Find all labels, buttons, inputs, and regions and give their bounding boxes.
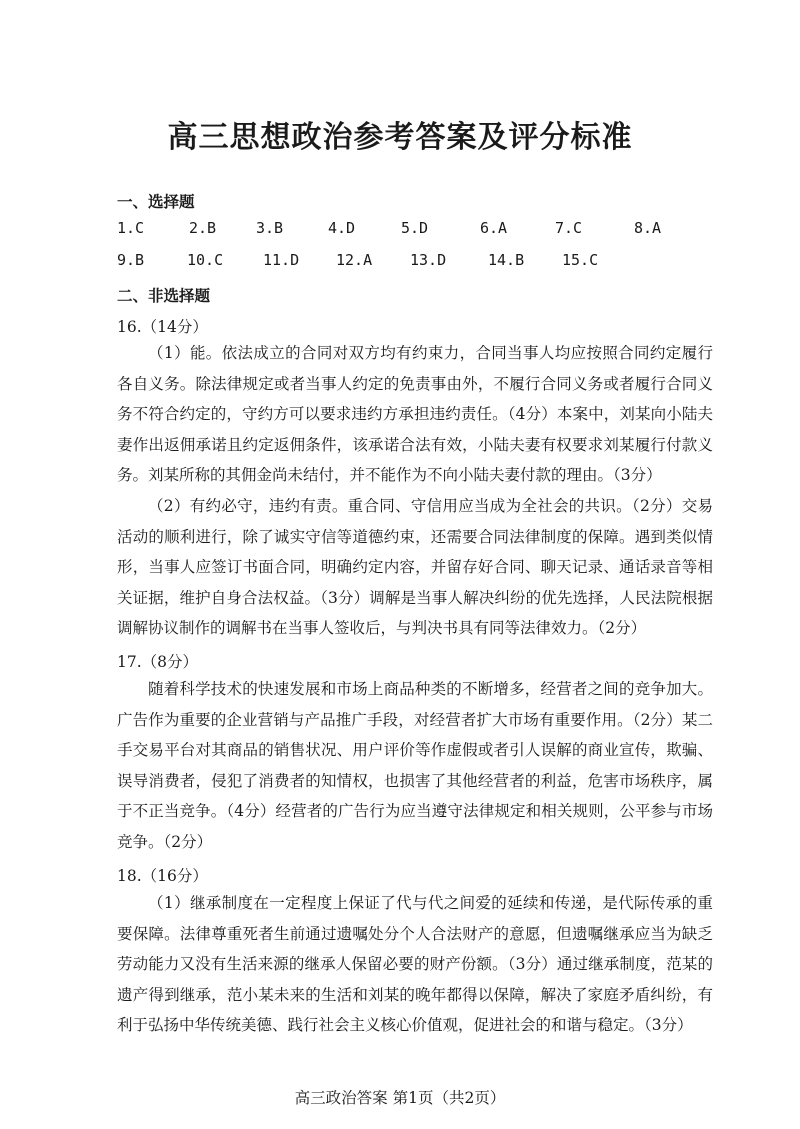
answer-item: 9.B	[117, 251, 145, 269]
question-17-answer: 随着科学技术的快速发展和市场上商品种类的不断增多，经营者之间的竞争加大。广告作为重要的企业营销与产品推广手段，对经营者扩大市场有重要作用。（2分）某二手交易平台对其商品的销售状况、用户评价等作虚假或者引人误解的商业宣传，欺骗、误导消费者，侵犯了消费者的知情权，也损害了其他经营者的利益，危害市场秩序，属于不正当竞争。（4分）经营者的广告行为应当遵守法律规定和相关规则，公平参与市场竞争。（2分）	[117, 680, 713, 851]
question-16-answer-part-1: （1）能。依法成立的合同对双方均有约束力，合同当事人均应按照合同约定履行各自义务。除法律规定或者当事人约定的免责事由外，不履行合同义务或者履行合同义务不符合约定的，守约方可以要求违约方承担违约责任。（4分）本案中，刘某向小陆夫妻作出返佣承诺且约定返佣条件，该承诺合法有效，小陆夫妻有权要求刘某履行付款义务。刘某所称的其佣金尚未结付，并不能作为不向小陆夫妻付款的理由。（3分）	[117, 344, 713, 484]
answer-item: 1.C	[117, 219, 145, 237]
section-heading-non-choice: 二、非选择题	[117, 287, 211, 305]
answer-item: 10.C	[187, 251, 224, 269]
answer-item: 3.B	[256, 219, 284, 237]
question-18-label: 18.（16分）	[117, 867, 208, 885]
question-18-answer-part-1: （1）继承制度在一定程度上保证了代与代之间爱的延续和传递，是代际传承的重要保障。法律尊重死者生前通过遗嘱处分个人合法财产的意愿，但遗嘱继承应当为缺乏劳动能力又没有生活来源的继承人保留必要的财产份额。（3分）通过继承制度，范某的遗产得到继承，范小某未来的生活和刘某的晚年都得以保障，解决了家庭矛盾纠纷，有利于弘扬中华传统美德、践行社会主义核心价值观，促进社会的和谐与稳定。（3分）	[117, 894, 713, 1034]
question-17-label: 17.（8分）	[117, 653, 199, 671]
answer-item: 8.A	[634, 219, 662, 237]
answer-item: 13.D	[410, 251, 447, 269]
page-footer: 高三政治答案 第1页（共2页）	[294, 1089, 506, 1107]
answer-item: 6.A	[480, 219, 508, 237]
answer-item: 11.D	[263, 251, 300, 269]
answer-item: 15.C	[562, 251, 599, 269]
answer-item: 5.D	[401, 219, 429, 237]
page-title: 高三思想政治参考答案及评分标准	[167, 120, 633, 155]
answer-item: 2.B	[189, 219, 217, 237]
answer-item: 4.D	[328, 219, 356, 237]
question-16-label: 16.（14分）	[117, 318, 208, 336]
section-heading-multiple-choice: 一、选择题	[117, 193, 195, 211]
answer-item: 12.A	[336, 251, 373, 269]
question-16-answer-part-2: （2）有约必守，违约有责。重合同、守信用应当成为全社会的共识。（2分）交易活动的顺利进行，除了诚实守信等道德约束，还需要合同法律制度的保障。遇到类似情形，当事人应签订书面合同，明确约定内容，并留存好合同、聊天记录、通话录音等相关证据，维护自身合法权益。（3分）调解是当事人解决纠纷的优先选择，人民法院根据调解协议制作的调解书在当事人签收后，与判决书具有同等法律效力。（2分）	[117, 497, 713, 637]
answer-item: 7.C	[555, 219, 583, 237]
answer-item: 14.B	[488, 251, 525, 269]
